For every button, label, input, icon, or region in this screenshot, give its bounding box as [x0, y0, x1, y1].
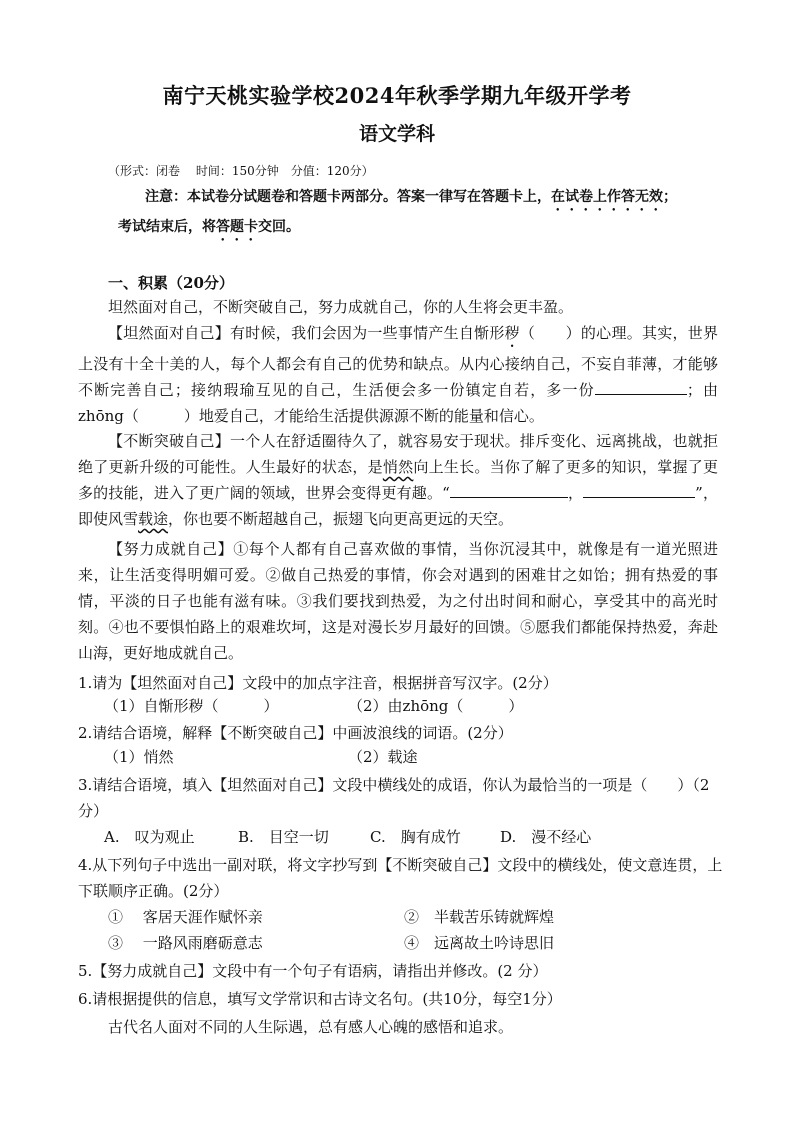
paragraph-achieve-self: 【努力成就自己】①每个人都有自己喜欢做的事情，当你沉浸其中，就像是有一道光照进来，让生活变得明媚可爱。②做自己热爱的事情，你会对遇到的困难甘之如饴；拥有热爱的事情，平淡的日子也能有滋有味。③我们要找到热爱，为之付出时间和耐心，享受其中的高光时刻。④也不要惧怕路上的艰难坎坷，这是对漫长岁月最好的回馈。⑤愿我们都能保持热爱，奔赴山海，更好地成就自己。: [78, 540, 718, 662]
paragraph-break-through: 【不断突破自己】一个人在舒适圈待久了，就容易安于现状。排斥变化、远离挑战，也就拒绝了更新升级的可能性。人生最好的状态，是悄然向上生长。当你了解了更多的知识，掌握了更多的技能，进入了更广阔的领域，世界会变得更有趣。“ ， ”，即使风雪载途，你也要不断超越自己，振翅飞向更高更远的天空。: [78, 432, 718, 528]
dotted-emphasis: 在试卷上作答无效: [551, 189, 663, 205]
question-6: 6.请根据提供的信息，填写文学常识和古诗文名句。(共10分，每空1分）: [78, 990, 562, 1008]
question-2: 2.请结合语境，解释【不断突破自己】中画波浪线的词语。(2分）: [78, 724, 513, 742]
couplet-option-1: ① 客居天涯作赋怀亲: [108, 908, 263, 926]
subject-title: 语文学科: [358, 123, 435, 145]
question-6-intro: 古代名人面对不同的人生际遇，总有感人心魄的感悟和追求。: [108, 1018, 514, 1036]
couplet-blank-lower: [583, 481, 695, 498]
question-2-part-2: （2）载途: [348, 748, 418, 766]
idiom-blank: [595, 378, 687, 395]
question-1-part-1: （1）自惭形秽（ ）: [104, 697, 279, 715]
question-4: 4.从下列句子中选出一副对联，将文字抄写到【不断突破自己】文段中的横线处，使文意连贯，上下联顺序正确。(2分）: [78, 856, 723, 900]
option-a: A. 叹为观止: [104, 828, 195, 846]
dotted-character: 秽: [504, 324, 520, 342]
couplet-option-3: ③ 一路风雨磨砺意志: [108, 934, 263, 952]
option-b: B. 目空一切: [238, 828, 329, 846]
question-2-part-1: （1）悄然: [104, 748, 174, 766]
question-1-part-2: （2）由zhōng（ ）: [348, 697, 524, 715]
notice-line-1: 注意：本试卷分试题卷和答题卡两部分。答案一律写在答题卡上，在试卷上作答无效；: [145, 189, 677, 205]
exam-title: 南宁天桃实验学校2024年秋季学期九年级开学考: [162, 83, 632, 108]
couplet-option-4: ④ 远离故土吟诗思旧: [404, 934, 555, 952]
paragraph-face-self: 【坦然面对自己】有时候，我们会因为一些事情产生自惭形秽（ ）的心理。其实，世界上没有十全十美的人，每个人都会有自己的优势和缺点。从内心接纳自己，不妄自菲薄，才能够不断完善自己；接纳瑕瑜互见的自己，生活便会多一份镇定自若，多一份 ；由zhōng（ ）地爱自己，才能给生活提供源源不断的能量和信心。: [78, 324, 718, 425]
exam-meta: （形式：闭卷 时间：150分钟 分值：120分）: [108, 164, 374, 178]
wavy-underlined-word: 悄然: [382, 458, 414, 476]
couplet-option-2: ② 半载苦乐铸就辉煌: [404, 908, 555, 926]
wavy-underlined-word: 载途: [138, 510, 169, 528]
option-c: C. 胸有成竹: [370, 828, 461, 846]
option-d: D. 漫不经心: [500, 828, 592, 846]
couplet-blank-upper: [450, 481, 568, 498]
question-3: 3.请结合语境，填入【坦然面对自己】文段中横线处的成语，你认为最恰当的一项是（ ）（2分）: [78, 776, 710, 820]
dotted-emphasis: 答题卡: [216, 219, 258, 235]
question-1: 1.请为【坦然面对自己】文段中的加点字注音，根据拼音写汉字。(2分）: [78, 674, 558, 692]
question-5: 5.【努力成就自己】文段中有一个句子有语病，请指出并修改。(2 分）: [78, 962, 548, 980]
notice-line-2: 考试结束后，将答题卡交回。: [118, 219, 300, 235]
intro-paragraph: 坦然面对自己，不断突破自己，努力成就自己，你的人生将会更丰盈。: [108, 298, 574, 316]
section-heading: 一、积累（20分）: [108, 274, 234, 292]
